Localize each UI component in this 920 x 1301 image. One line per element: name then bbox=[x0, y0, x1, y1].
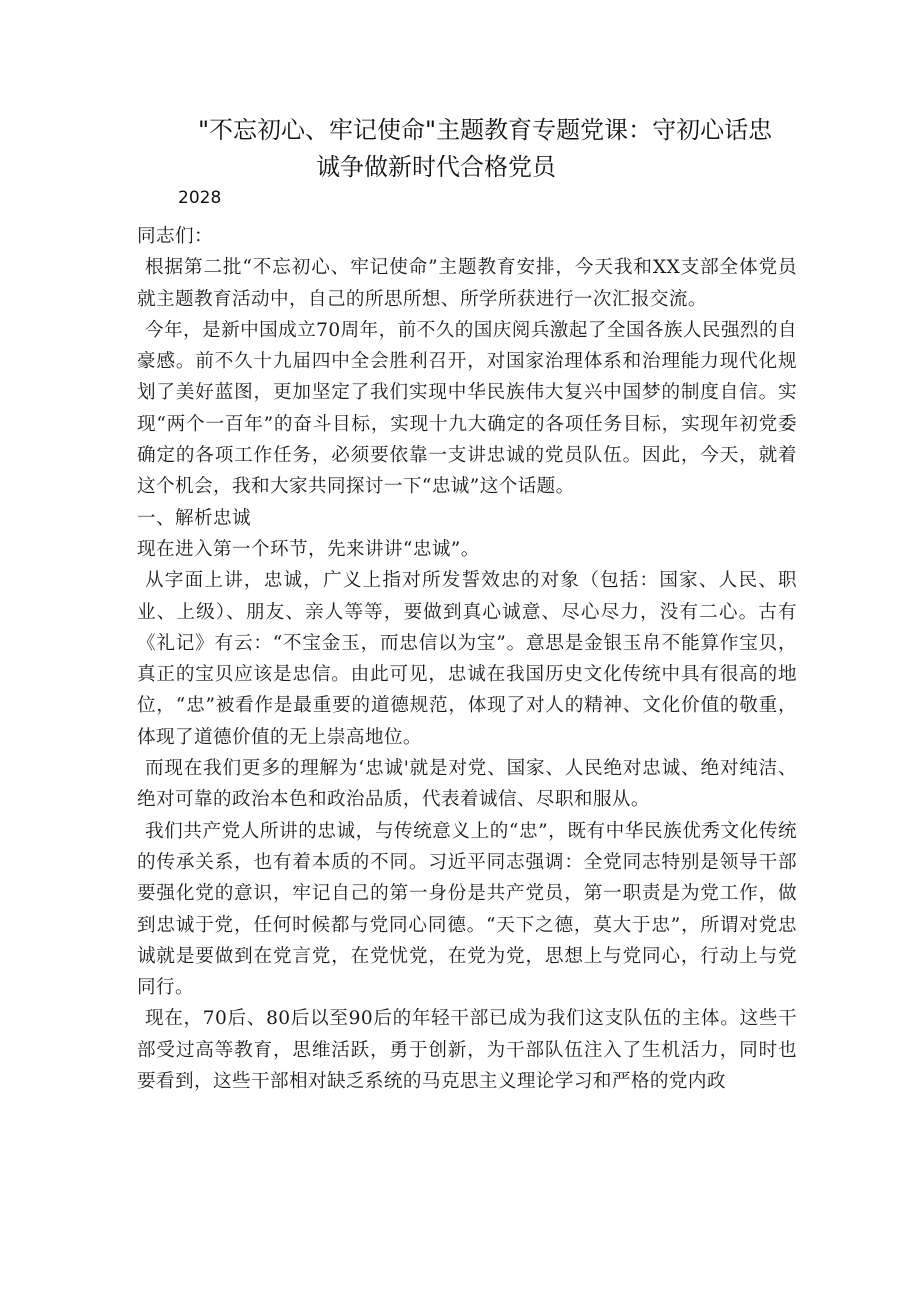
document-title bbox=[198, 112, 798, 186]
paragraph-modern-meaning: 而现在我们更多的理解为‘忠诚'就是对党、国家、人民绝对忠诚、绝对纯洁、绝对可靠的政治本色和政治品质，代表着诚信、尽职和服从。 bbox=[137, 758, 797, 811]
section-heading: 一、解析忠诚 bbox=[137, 507, 251, 529]
paragraph-young-cadres: 现在，70后、80后以至90后的年轻干部已成为我们这支队伍的主体。这些干部受过高等教育，思维活跃，勇于创新，为干部队伍注入了生机活力，同时也要看到，这些干部相对缺乏系统的马克思主义理论学习和严格的党内政 bbox=[137, 1008, 797, 1093]
title-line-1: "不忘初心、牢记使命"主题教育专题党课：守初心话忠 bbox=[198, 116, 773, 144]
paragraph-literal-meaning: 从字面上讲，忠诚，广义上指对所发誓效忠的对象（包括：国家、人民、职业、上级）、朋友、亲人等等，要做到真心诚意、尽心尽力，没有二心。古有《礼记》有云：“不宝金玉，而忠信以为宝”。意思是金银玉帛不能算作宝贝，真正的宝贝应该是忠信。由此可见，忠诚在我国历史文化传统中具有很高的地位，“忠”被看作是最重要的道德规范，体现了对人的精神、文化价值的敬重，体现了道德价值的无上崇高地位。 bbox=[137, 570, 797, 748]
paragraph-party-loyalty: 我们共产党人所讲的忠诚，与传统意义上的“忠”，既有中华民族优秀文化传统的传承关系，也有着本质的不同。习近平同志强调：全党同志特别是领导干部要强化党的意识，牢记自己的第一身份是共产党员，第一职责是为党工作，做到忠诚于党，任何时候都与党同心同德。“天下之德，莫大于忠”，所谓对党忠诚就是要做到在党言党，在党忧党，在党为党，思想上与党同心，行动上与党同行。 bbox=[137, 820, 797, 999]
document-body bbox=[137, 221, 797, 1097]
paragraph-intro: 根据第二批“不忘初心、牢记使命”主题教育安排，今天我和XX支部全体党员就主题教育活动中，自己的所思所想、所学所获进行一次汇报交流。 bbox=[137, 257, 797, 310]
paragraph-context: 今年，是新中国成立70周年，前不久的国庆阅兵激起了全国各族人民强烈的自豪感。前不久十九届四中全会胜利召开，对国家治理体系和治理能力现代化规划了美好蓝图，更加坚定了我们实现中华民族伟大复兴中国梦的制度自信。实现“两个一百年”的奋斗目标，实现十九大确定的各项任务目标，实现年初党委确定的各项工作任务，必须要依靠一支讲忠诚的党员队伍。因此，今天，就着这个机会，我和大家共同探讨一下“忠诚”这个话题。 bbox=[137, 319, 797, 498]
document-year: 2028 bbox=[178, 188, 222, 208]
title-line-2: 诚争做新时代合格党员 bbox=[316, 153, 556, 181]
salutation: 同志们： bbox=[137, 226, 213, 247]
paragraph-transition: 现在进入第一个环节，先来讲讲“忠诚”。 bbox=[137, 538, 480, 560]
